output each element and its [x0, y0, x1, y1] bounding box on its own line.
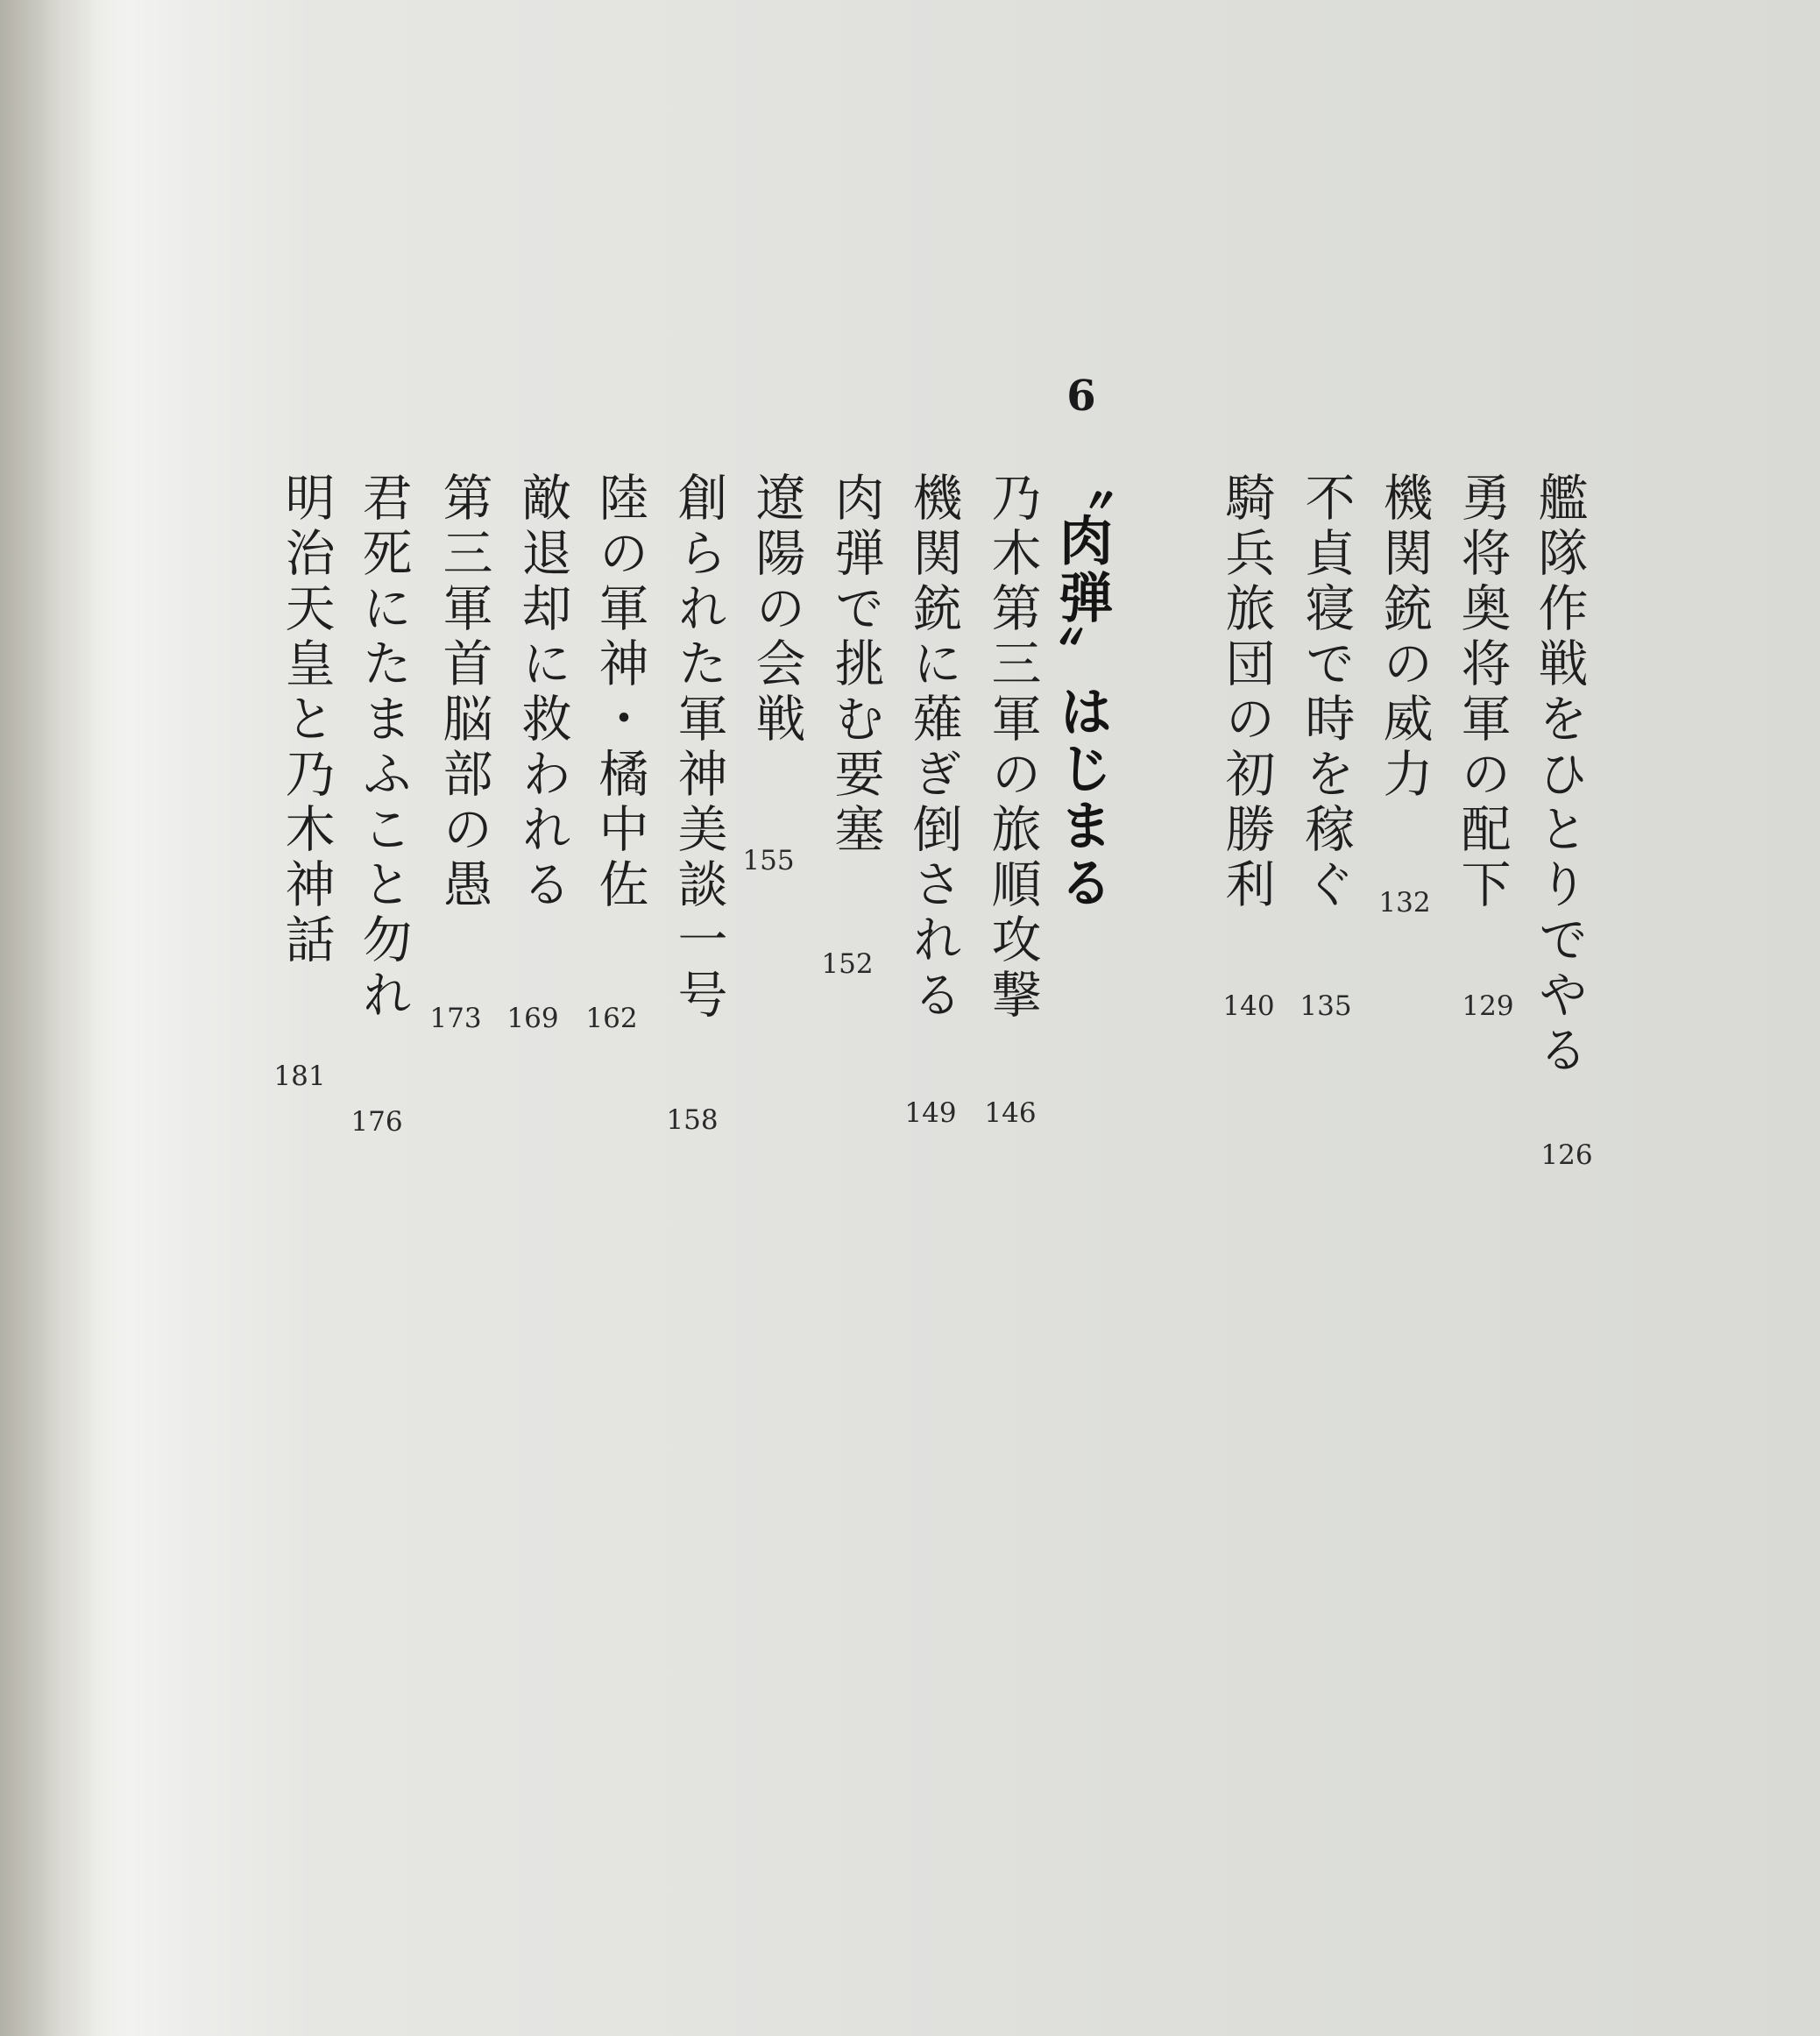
toc-entry-title: 騎兵旅団の初勝利 — [1217, 472, 1275, 913]
toc-entry-page: 126 — [1540, 1139, 1593, 1171]
toc-entry-title: 陸の軍神・橘中佐 — [591, 472, 648, 913]
chapter-number: 6 — [1066, 372, 1096, 421]
chapter-title: 〝肉弾〟はじまる — [1051, 456, 1113, 912]
toc-entry-title: 敵退却に救われる — [513, 472, 571, 913]
toc-entry-page: 146 — [984, 1097, 1037, 1129]
toc-entry-page: 140 — [1222, 990, 1275, 1022]
toc-entry-title: 不貞寝で時を稼ぐ — [1297, 472, 1355, 913]
toc-entry-title: 機関銃の威力 — [1375, 472, 1433, 803]
gutter-shadow — [0, 0, 131, 2036]
toc-entry-title: 乃木第三軍の旅順攻撃 — [983, 472, 1041, 1024]
toc-entry-page: 129 — [1462, 990, 1514, 1022]
toc-entry-title: 創られた軍神美談一号 — [669, 472, 727, 1024]
toc-entry-page: 162 — [585, 1003, 638, 1034]
toc-entry-page: 169 — [506, 1003, 559, 1034]
toc-entry-page: 155 — [742, 845, 795, 876]
toc-entry-page: 173 — [429, 1003, 482, 1034]
toc-entry-title: 肉弾で挑む要塞 — [826, 472, 884, 858]
toc-entry-page: 135 — [1299, 990, 1352, 1022]
toc-entry-title: 艦隊作戦をひとりでやる — [1530, 472, 1588, 1079]
toc-entry-page: 152 — [821, 948, 874, 980]
toc-entry-page: 158 — [666, 1104, 719, 1136]
toc-entry-title: 明治天皇と乃木神話 — [277, 472, 335, 968]
toc-entry-title: 勇将奥将軍の配下 — [1453, 472, 1511, 913]
toc-entry-title: 第三軍首脳部の愚 — [435, 472, 492, 913]
toc-entry-page: 132 — [1378, 887, 1431, 919]
toc-entry-title: 機関銃に薙ぎ倒される — [904, 472, 962, 1024]
toc-entry-page: 176 — [351, 1106, 403, 1138]
toc-entry-title: 遼陽の会戦 — [747, 472, 805, 748]
toc-entry-page: 181 — [273, 1061, 326, 1092]
toc-entry-page: 149 — [904, 1097, 957, 1129]
toc-entry-title: 君死にたまふこと勿れ — [354, 472, 412, 1024]
